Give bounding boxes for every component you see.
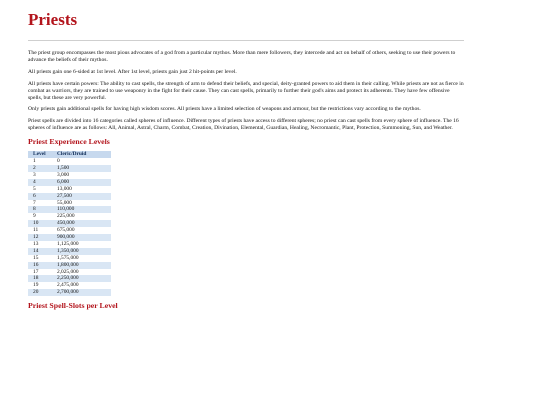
experience-cell: 110,000 [55, 206, 111, 213]
table-row [28, 172, 111, 179]
level-cell: 8 [28, 206, 55, 213]
level-cell: 4 [28, 179, 55, 186]
experience-cell: 450,000 [55, 220, 111, 227]
table-row [28, 193, 111, 200]
level-cell: 13 [28, 241, 55, 248]
table-row [28, 158, 111, 165]
table-row [28, 220, 111, 227]
hit-points-paragraph: All priests gain one 6-sided at 1st level. After 1st level, priests gain just 2 hit-points per level. [28, 68, 237, 75]
wisdom-paragraph: Only priests gain additional spells for having high wisdom scores. All priests have a limited selection of weapons and armour, but the restrictions vary according to the mythos. [28, 106, 421, 113]
page-title: Priests [28, 10, 78, 29]
experience-cell: 2,700,000 [55, 289, 111, 296]
experience-cell: 1,800,000 [55, 262, 111, 269]
table-row [28, 213, 111, 220]
experience-levels-heading: Priest Experience Levels [28, 137, 110, 147]
powers-paragraph: All priests have certain powers: The ability to cast spells, the strength of arm to defend their beliefs, and special, deity-granted powers to aid them in their calling. While priests are not as fierce in combat as warriors, they are trained to use weaponry in the fight for their cause. They can cast spells, primarily to further their god's aims and protect its adherents. They have few offensive spells, but these are very powerful. [28, 80, 464, 101]
table-row [28, 282, 111, 289]
table-row [28, 165, 111, 172]
experience-cell: 2,250,000 [55, 275, 111, 282]
table-row [28, 234, 111, 241]
level-cell: 15 [28, 255, 55, 262]
level-cell: 14 [28, 248, 55, 255]
table-row [28, 206, 111, 213]
experience-cell: 225,000 [55, 213, 111, 220]
table-header-row [28, 151, 111, 158]
spheres-paragraph: Priest spells are divided into 16 categories called spheres of influence. Different types of priests have access to different spheres; no priest can cast spells from every sphere of influence. The 16 spheres of influence are as follows: All, Animal, Astral, Charm, Combat, Creation, Divination, Elemental, Guardian, Healing, Necromantic, Plant, Protection, Summoning, Sun, and Weather. [28, 118, 459, 132]
level-cell: 10 [28, 220, 55, 227]
column-header-cleric-druid: Cleric/Druid [55, 151, 111, 158]
intro-paragraph: The priest group encompasses the most pious advocates of a god from a particular mythos. More than mere followers, they intercede and act on behalf of others, seeking to use their powers to advance the beliefs of their mythos. [28, 50, 456, 63]
title-divider [28, 40, 464, 41]
level-cell: 12 [28, 234, 55, 241]
experience-cell: 2,025,000 [55, 269, 111, 276]
level-cell: 5 [28, 186, 55, 193]
table-row [28, 275, 111, 282]
experience-cell: 55,000 [55, 200, 111, 207]
experience-cell: 1,575,000 [55, 255, 111, 262]
level-cell: 20 [28, 289, 55, 296]
spell-slots-heading: Priest Spell-Slots per Level [28, 301, 118, 311]
experience-cell: 1,350,000 [55, 248, 111, 255]
table-row [28, 269, 111, 276]
experience-levels-table [28, 151, 111, 296]
table-row [28, 200, 111, 207]
table-row [28, 248, 111, 255]
column-header-level: Level [28, 151, 55, 158]
experience-cell: 27,500 [55, 193, 111, 200]
table-row [28, 262, 111, 269]
level-cell: 7 [28, 200, 55, 207]
experience-cell: 3,000 [55, 172, 111, 179]
level-cell: 1 [28, 158, 55, 165]
experience-cell: 6,000 [55, 179, 111, 186]
level-cell: 18 [28, 275, 55, 282]
level-cell: 19 [28, 282, 55, 289]
table-row [28, 186, 111, 193]
level-cell: 3 [28, 172, 55, 179]
experience-cell: 1,125,000 [55, 241, 111, 248]
table-row [28, 241, 111, 248]
experience-cell: 13,000 [55, 186, 111, 193]
experience-cell: 675,000 [55, 227, 111, 234]
level-cell: 11 [28, 227, 55, 234]
level-cell: 6 [28, 193, 55, 200]
experience-cell: 2,475,000 [55, 282, 111, 289]
table-row [28, 227, 111, 234]
level-cell: 9 [28, 213, 55, 220]
level-cell: 2 [28, 165, 55, 172]
table-row [28, 289, 111, 296]
experience-cell: 900,000 [55, 234, 111, 241]
level-cell: 17 [28, 269, 55, 276]
table-row [28, 179, 111, 186]
level-cell: 16 [28, 262, 55, 269]
experience-cell: 1,500 [55, 165, 111, 172]
experience-levels-body [28, 158, 111, 296]
experience-cell: 0 [55, 158, 111, 165]
table-row [28, 255, 111, 262]
